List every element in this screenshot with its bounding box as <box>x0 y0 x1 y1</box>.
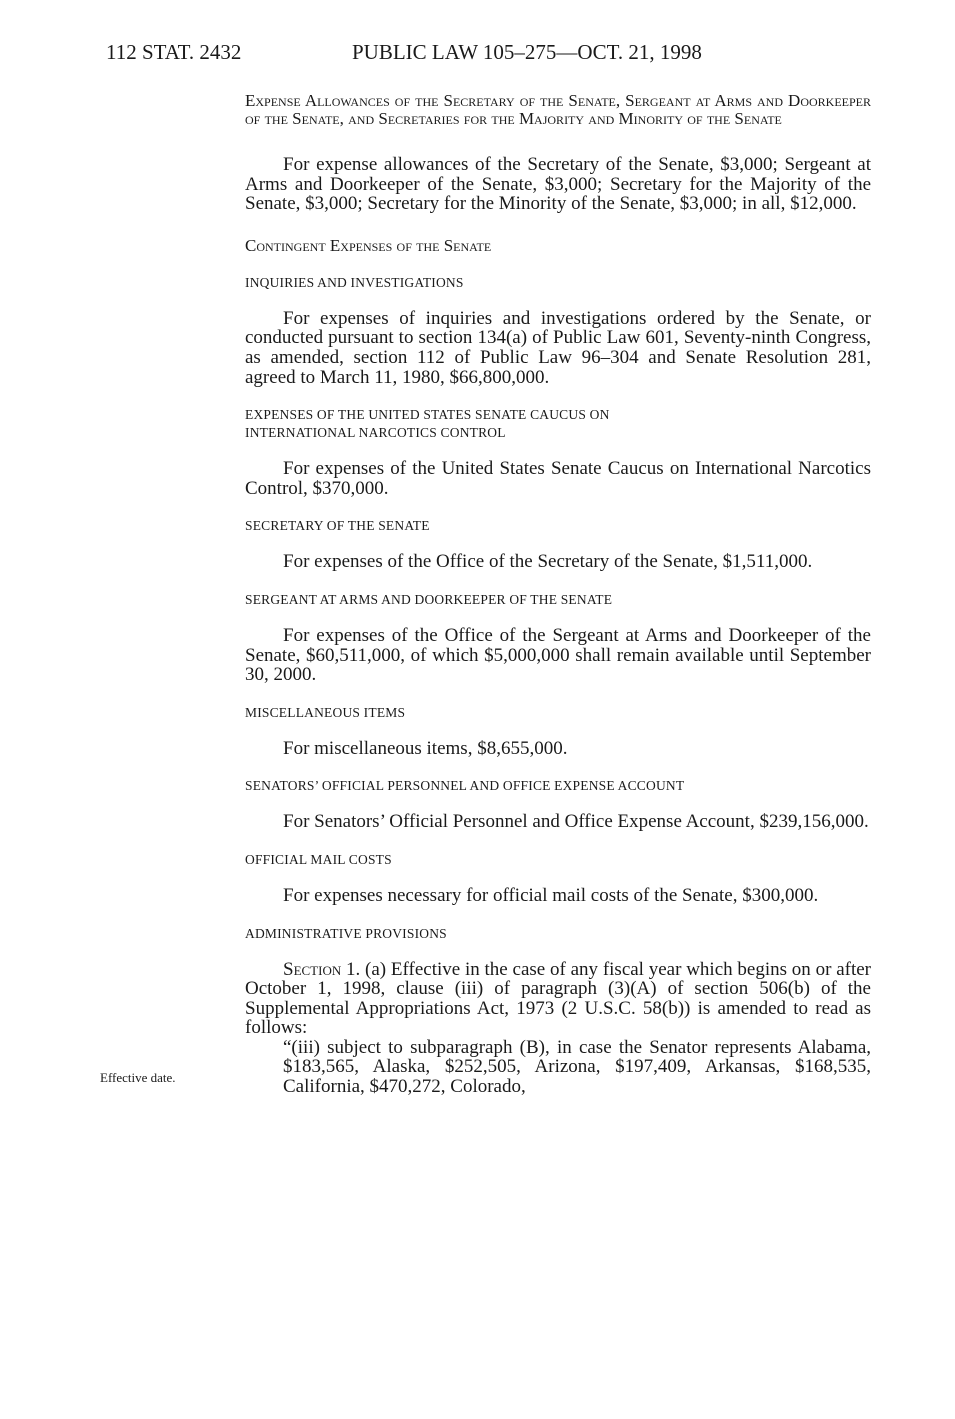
heading-sergeant: SERGEANT AT ARMS AND DOORKEEPER OF THE SENATE <box>245 591 613 607</box>
paragraph-inquiries: For expenses of inquiries and investigations ordered by the Senate, or conducted pursuant to section 134(a) of Public Law 601, Seventy-ninth Congress, as amended, section 112 of Public Law 96–304 and Senate Resolution 281, agreed to March 11, 1980, $66,800,000. <box>245 307 871 388</box>
paragraph-quoted-clause: “(iii) subject to subparagraph (B), in case the Senator represents Alabama, $183,565, Alaska, $252,505, Arizona, $197,409, Arkansas, $168,535, California, $470,272, Colorado, <box>283 1036 871 1098</box>
paragraph-narcotics: For expenses of the United States Senate Caucus on International Narcotics Control, $370,000. <box>245 458 871 499</box>
public-law-citation: PUBLIC LAW 105–275—OCT. 21, 1998 <box>352 40 702 64</box>
heading-mail: OFFICIAL MAIL COSTS <box>245 851 392 867</box>
paragraph-section-1 <box>245 960 871 1038</box>
section-1-text: (a) Effective in the case of any fiscal year which begins on or after October 1, 1998, clause (iii) of paragraph (3)(A) of section 506(b) of the Supplemental Appropriations Act, 1973 (2 U.S.C. 58(b)) is amended to read as follows: <box>245 958 871 1039</box>
heading-narcotics-line1: EXPENSES OF THE UNITED STATES SENATE CAUCUS ON <box>245 407 610 423</box>
heading-secretary: SECRETARY OF THE SENATE <box>245 518 430 534</box>
paragraph-secretary: For expenses of the Office of the Secretary of the Senate, $1,511,000. <box>283 551 813 573</box>
heading-personnel: SENATORS’ OFFICIAL PERSONNEL AND OFFICE EXPENSE ACCOUNT <box>245 778 685 794</box>
margin-note-effective-date: Effective date. <box>100 1070 176 1085</box>
heading-inquiries: INQUIRIES AND INVESTIGATIONS <box>245 274 464 290</box>
heading-misc: MISCELLANEOUS ITEMS <box>245 704 406 720</box>
paragraph-mail: For expenses necessary for official mail costs of the Senate, $300,000. <box>283 884 819 906</box>
paragraph-expense-allowances: For expense allowances of the Secretary of the Senate, $3,000; Sergeant at Arms and Doorkeeper of the Senate, $3,000; Secretary for the Majority of the Senate, $3,000; Secretary for the Minority of the Senate, $3,000; in all, $12,000. <box>245 154 871 215</box>
section-label: Section 1. <box>283 958 361 980</box>
heading-expense-allowances: Expense Allowances of the Secretary of the Senate, Sergeant at Arms and Doorkeeper of the Senate, and Secretaries for the Majority and Minority of the Senate <box>245 91 871 128</box>
paragraph-sergeant: For expenses of the Office of the Sergeant at Arms and Doorkeeper of the Senate, $60,511,000, of which $5,000,000 shall remain available until September 30, 2000. <box>245 624 871 686</box>
statute-page-number: 112 STAT. 2432 <box>106 40 242 64</box>
heading-contingent-expenses: Contingent Expenses of the Senate <box>245 235 492 255</box>
paragraph-misc: For miscellaneous items, $8,655,000. <box>283 737 568 759</box>
heading-administrative-provisions: ADMINISTRATIVE PROVISIONS <box>245 925 447 941</box>
page-header <box>0 40 955 70</box>
heading-narcotics-line2: INTERNATIONAL NARCOTICS CONTROL <box>245 425 506 441</box>
body-column <box>245 92 871 1097</box>
paragraph-personnel: For Senators’ Official Personnel and Office Expense Account, $239,156,000. <box>283 811 869 833</box>
